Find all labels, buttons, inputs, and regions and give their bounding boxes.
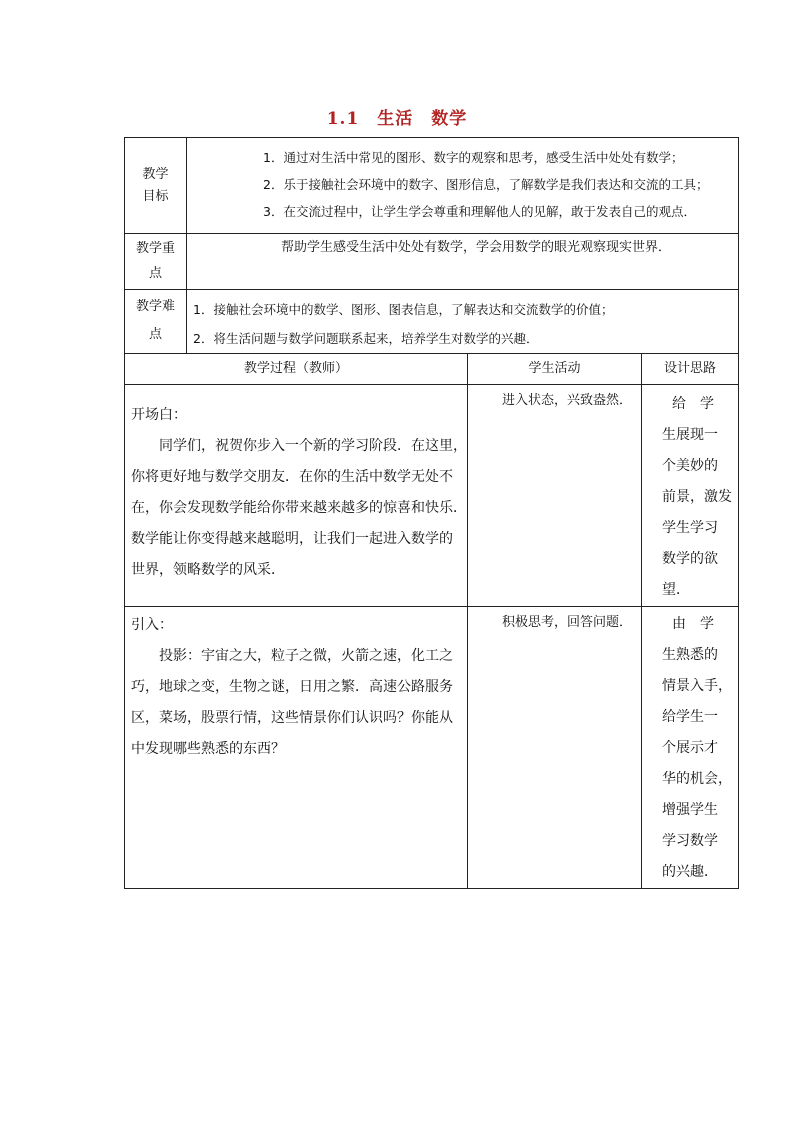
objective-item: 2．乐于接触社会环境中的数字、图形信息，了解数学是我们表达和交流的工具； xyxy=(263,177,709,192)
document-title: 1.1 生活 数学 xyxy=(326,109,468,129)
design-line: 由 学 xyxy=(672,616,714,632)
design-line: 生展现一 xyxy=(662,427,718,443)
design-line: 学生学习 xyxy=(662,520,718,536)
objectives-content xyxy=(187,138,739,234)
design-line: 学习数学 xyxy=(662,833,718,849)
key-points-row xyxy=(125,234,739,290)
row-heading: 引入： xyxy=(131,617,173,633)
student-activity: 进入状态，兴致盎然． xyxy=(502,393,633,408)
design-line: 增强学生 xyxy=(662,802,718,818)
design-line: 情景入手， xyxy=(662,678,732,694)
process-header-row xyxy=(125,354,739,385)
column-header-teacher: 教学过程（教师） xyxy=(125,354,468,385)
column-header-design: 设计思路 xyxy=(642,354,739,385)
design-line: 个展示才 xyxy=(662,740,718,756)
objective-item: 1．通过对生活中常见的图形、数字的观察和思考，感受生活中处处有数学； xyxy=(263,150,684,165)
row-heading: 开场白： xyxy=(131,407,187,423)
teacher-cell xyxy=(125,607,468,889)
design-line: 个美妙的 xyxy=(662,458,718,474)
difficulties-content xyxy=(187,290,739,354)
student-activity: 积极思考，回答问题． xyxy=(502,615,633,630)
objectives-label: 教学 目标 xyxy=(125,138,187,234)
teacher-cell xyxy=(125,385,468,607)
teacher-line: 数学能让你变得越来越聪明，让我们一起进入数学的 xyxy=(131,531,453,547)
key-points-text: 帮助学生感受生活中处处有数学，学会用数学的眼光观察现实世界． xyxy=(281,240,672,255)
design-line: 的兴趣． xyxy=(662,864,718,880)
key-points-content xyxy=(187,234,739,290)
teacher-line: 中发现哪些熟悉的东西？ xyxy=(131,741,285,757)
design-line: 华的机会， xyxy=(662,771,732,787)
design-line: 前景，激发 xyxy=(662,489,732,505)
design-cell xyxy=(642,385,739,607)
difficulty-item: 2．将生活问题与数学问题联系起来，培养学生对数学的兴趣． xyxy=(193,331,539,346)
design-line: 生熟悉的 xyxy=(662,647,718,663)
process-row xyxy=(125,385,739,607)
difficulties-label: 教学难 点 xyxy=(125,290,187,354)
lesson-plan-table xyxy=(124,137,739,889)
difficulties-row xyxy=(125,290,739,354)
teacher-line: 巧，地球之变，生物之谜，日用之繁．高速公路服务 xyxy=(131,679,453,695)
process-row xyxy=(125,607,739,889)
column-header-student: 学生活动 xyxy=(468,354,642,385)
student-cell xyxy=(468,385,642,607)
teacher-line: 你将更好地与数学交朋友．在你的生活中数学无处不 xyxy=(131,469,453,485)
design-line: 给 学 xyxy=(672,396,714,412)
design-cell xyxy=(642,607,739,889)
design-line: 给学生一 xyxy=(662,709,718,725)
design-line: 望． xyxy=(662,582,690,598)
teacher-line: 同学们，祝贺你步入一个新的学习阶段．在这里， xyxy=(159,438,467,454)
difficulty-item: 1．接触社会环境中的数学、图形、图表信息，了解表达和交流数学的价值； xyxy=(193,302,614,317)
teacher-line: 投影：宇宙之大，粒子之微，火箭之速，化工之 xyxy=(159,648,453,664)
objective-item: 3．在交流过程中，让学生学会尊重和理解他人的见解，敢于发表自己的观点． xyxy=(263,204,696,219)
objectives-row xyxy=(125,138,739,234)
teacher-line: 世界，领略数学的风采． xyxy=(131,562,285,578)
design-line: 数学的欲 xyxy=(662,551,718,567)
teacher-line: 区，菜场，股票行情，这些情景你们认识吗？你能从 xyxy=(131,710,453,726)
teacher-line: 在，你会发现数学能给你带来越来越多的惊喜和快乐． xyxy=(131,500,467,516)
key-points-label: 教学重 点 xyxy=(125,234,187,290)
student-cell xyxy=(468,607,642,889)
